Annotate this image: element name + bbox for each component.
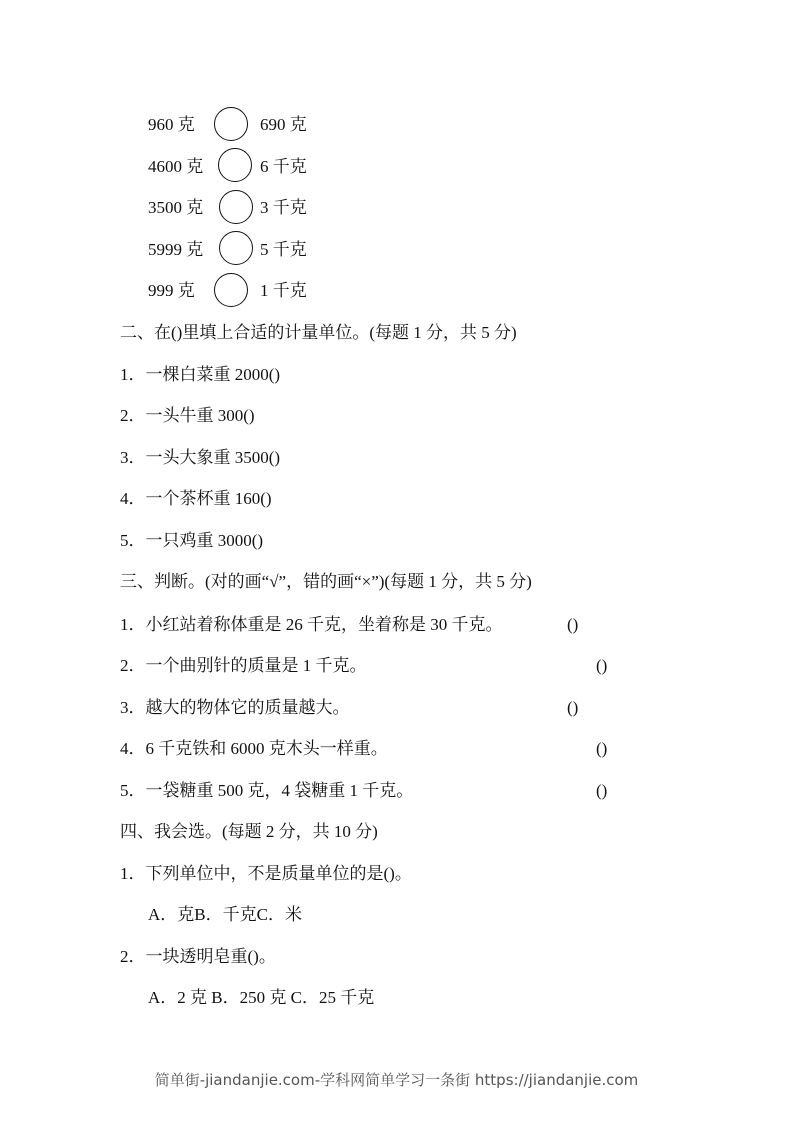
comparison-left-5: 999 克 [148, 281, 195, 300]
section2-title: 二、在()里填上合适的计量单位。(每题 1 分，共 5 分) [120, 323, 517, 342]
blank-circle-5[interactable] [214, 273, 248, 307]
comparison-right-4: 5 千克 [260, 240, 307, 259]
section2-item-3: 3．一头大象重 3500() [120, 448, 281, 467]
page-footer: 简单街-jiandanjie.com-学科网简单学习一条街 https://jiandanjie.com [154, 1071, 639, 1089]
section2-item-2: 2．一头牛重 300() [120, 406, 255, 425]
answer-paren-5[interactable]: () [596, 781, 608, 800]
comparison-right-2: 6 千克 [260, 157, 307, 176]
blank-circle-2[interactable] [218, 148, 252, 182]
comparison-left-2: 4600 克 [148, 157, 204, 176]
section4-question-2: 2．一块透明皂重()。 [120, 947, 276, 966]
answer-paren-1[interactable]: () [567, 615, 579, 634]
blank-circle-1[interactable] [214, 107, 248, 141]
comparison-left-4: 5999 克 [148, 240, 204, 259]
section4-options-1: A．克B．千克C．米 [148, 905, 302, 924]
section2-item-4: 4．一个茶杯重 160() [120, 489, 272, 508]
section3-item-4: 4．6 千克铁和 6000 克木头一样重。 [120, 739, 388, 758]
section3-item-2: 2．一个曲别针的质量是 1 千克。 [120, 656, 367, 675]
comparison-right-1: 690 克 [260, 115, 307, 134]
answer-paren-3[interactable]: () [567, 698, 579, 717]
answer-paren-2[interactable]: () [596, 656, 608, 675]
section4-question-1: 1．下列单位中，不是质量单位的是()。 [120, 864, 412, 883]
comparison-left-3: 3500 克 [148, 198, 204, 217]
section3-item-1: 1．小红站着称体重是 26 千克，坐着称是 30 千克。 [120, 615, 503, 634]
comparison-left-1: 960 克 [148, 115, 195, 134]
section4-options-2: A．2 克 B．250 克 C．25 千克 [148, 988, 375, 1007]
section3-item-3: 3．越大的物体它的质量越大。 [120, 698, 350, 717]
comparison-right-3: 3 千克 [260, 198, 307, 217]
section4-title: 四、我会选。(每题 2 分，共 10 分) [120, 822, 378, 841]
comparison-right-5: 1 千克 [260, 281, 307, 300]
blank-circle-4[interactable] [219, 231, 253, 265]
answer-paren-4[interactable]: () [596, 739, 608, 758]
section3-title: 三、判断。(对的画“√”，错的画“×”)(每题 1 分，共 5 分) [120, 572, 532, 591]
section2-item-1: 1．一棵白菜重 2000() [120, 365, 281, 384]
blank-circle-3[interactable] [219, 190, 253, 224]
section2-item-5: 5．一只鸡重 3000() [120, 531, 264, 550]
section3-item-5: 5．一袋糖重 500 克，4 袋糖重 1 千克。 [120, 781, 414, 800]
